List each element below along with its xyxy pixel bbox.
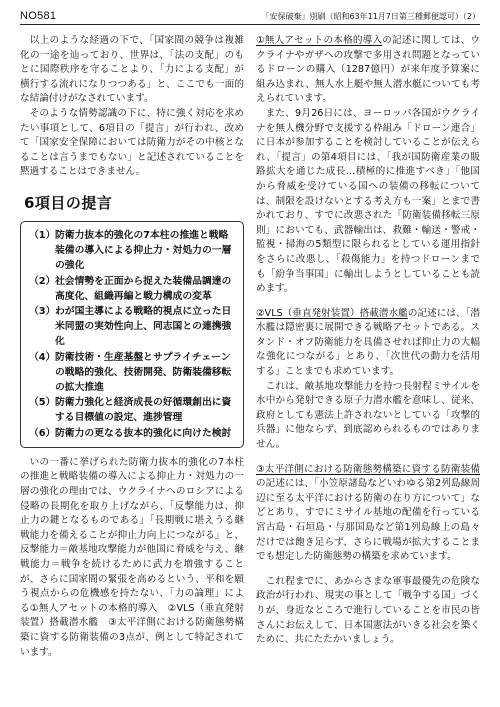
intro-paragraph-1: 以上のような経過の下で、「国家間の競争は複雑化の一途を辿っており、世界は、「法の支配」のもとに国際秩序を守ることより、「力による支配」が横行する流れになりつつある」と、ここでも一面的な結論付けがなされています。	[20, 35, 244, 105]
vls-body: の記述には、「潜水艦は隠密裏に展開できる戦略アセットである。スタンド・オフ防衛能力を具備させれば抑止力の大幅な強化につながる」とあり、「次世代の動力を活用する」ことまでも求めています。	[256, 307, 480, 378]
header-rule	[20, 24, 480, 25]
drone-paragraph	[256, 34, 480, 107]
proposals-box	[20, 221, 244, 448]
nuclear-sub-paragraph: これは、敵基地攻撃能力を持つ長射程ミサイルを水中から発射できる原子力潜水艦を意味し、従来、政府としても憲法上許されないとしている「攻撃的兵器」に他ならず、到底認められるものではありません。	[256, 380, 480, 451]
proposal-item	[29, 274, 235, 304]
drone-coalition-paragraph: また、9月26日には、ヨーロッパ各国がウクライナを無人機分野で支援する枠組み「ドローン連合」に日本が参加することを検討していることが伝えられ、「提言」の第4項目には、「我が国防衛産業の販路拡大を通じた成長…積極的に推進すべき」「他国から脅威を受けている国への装備の移転については、制限を設けないとする考え方も一案」とまで書かれており、すでに改悪された「防衛装備移転三原則」においても、武器輸出は、救難・輸送・警戒・監視・掃海の5類型に限られるとしている運用指針をさらに改悪し、「殺傷能力」を持つドローンまでも「紛争当事国」に輸出しようとしていることも読めます。	[256, 107, 480, 295]
right-column	[256, 34, 480, 648]
proposal-text: 防衛力の更なる抜本的強化に向けた検討	[55, 427, 232, 439]
proposal-number: （2）	[29, 275, 56, 287]
issue-number: NO581	[20, 10, 57, 22]
left-column	[20, 34, 244, 660]
proposal-number: （4）	[29, 351, 56, 363]
proposal-text: 防衛技術・生産基盤とサプライチェーンの戦略的強化、技術開発、防衛装備移転の拡大推進	[55, 351, 232, 393]
vls-heading: ②VLS（垂直発射装置）搭載潜水艦	[256, 307, 408, 319]
proposal-item	[29, 304, 235, 350]
proposal-number: （1）	[29, 229, 56, 241]
proposal-text: 防衛力抜本的強化の7本柱の推進と戦略装備の導入による抑止力・対処力の一層の強化	[55, 229, 232, 272]
proposal-number: （3）	[29, 305, 56, 317]
publication-info: 「安保破棄」別刷（昭和63年11月7日第三種郵便認可）（2）	[261, 12, 480, 21]
proposal-item	[29, 228, 235, 274]
pacific-body: の記述には、「小笠原諸島などいわゆる第2列島線周辺に至る太平洋における防衛の在り方について」などとあり、すでにミサイル基地の配備を行っている宮古島・石垣島・与那国島など第1列島線上の島々だけでは飽き足らず、さらに戦場が拡大することまでも想定した防衛態勢の構築を求めています。	[256, 478, 480, 563]
proposal-text: わが国主導による戦略的視点に立った日米同盟の実効性向上、同志国との連携強化	[55, 305, 232, 348]
proposal-item	[29, 395, 235, 425]
closing-paragraph: これ程までに、あからさまな軍事最優先の危険な政治が行われ、現実の事として「戦争する国」づくりが、身近なところで進行していることを市民の皆さんにお伝えして、日本国憲法がいきる社会を築くために、共にたたかいましょう。	[256, 575, 480, 646]
pacific-heading: ③太平洋側における防衛態勢構築に資する防衛装備	[256, 463, 480, 475]
proposal-text: 防衛力強化と経済成長の好循環創出に資する目標値の設定、進捗管理	[55, 397, 232, 424]
pacific-paragraph	[256, 463, 480, 565]
section-title: 6項目の提言	[24, 193, 113, 212]
proposal-text: 社会情勢を正面から捉えた装備品調達の高度化、組織再編と戦力構成の変革	[55, 275, 232, 302]
proposal-number: （5）	[29, 397, 56, 409]
proposal-number: （6）	[29, 427, 56, 439]
analysis-paragraph: いの一番に挙げられた防衛力抜本的強化の7本柱の推進と戦略装備の導入による抑止力・対処力の一層の強化の理由では、ウクライナへのロシアによる侵略の長期化を取り上げながら、「反撃能力は、抑止力の鍵となるものである」「長期戦に堪えうる継戦能力を備えることが抑止力向上につながる」と、反撃能力＝敵基地攻撃能力が他国に脅威を与え、継戦能力＝戦争を続けるために武力を増強することが、さらに国家間の緊張を高めるという、平和を願う視点からの危機感を持たない、「力の論理」による①無人アセットの本格的導入 ②VLS（垂直発射装置）搭載潜水艦 ③太平洋側における防衛態勢構築に資する防衛装備の3点が、例として特記されています。	[20, 456, 244, 658]
drone-body: の記述に関しては、ウクライナやガザへの攻撃で多用され問題となっているドローンの購入（1287億円）が来年度予算案に組み込まれ、無人水上艇や無人潜水艇についても考えられています。	[256, 35, 480, 105]
vls-paragraph	[256, 307, 480, 380]
proposal-item	[29, 350, 235, 396]
proposal-item	[29, 426, 235, 441]
drone-heading: ①無人アセットの本格的導入	[256, 35, 383, 46]
intro-paragraph-2: そのような情勢認識の下に、特に強く対応を求めたい事項として、6項目の「提言」が行われ、改めて「国家安全保障においては防衛力がその中核となることは言うまでもない」と記述されていることを黙過することはできません。	[20, 107, 244, 178]
